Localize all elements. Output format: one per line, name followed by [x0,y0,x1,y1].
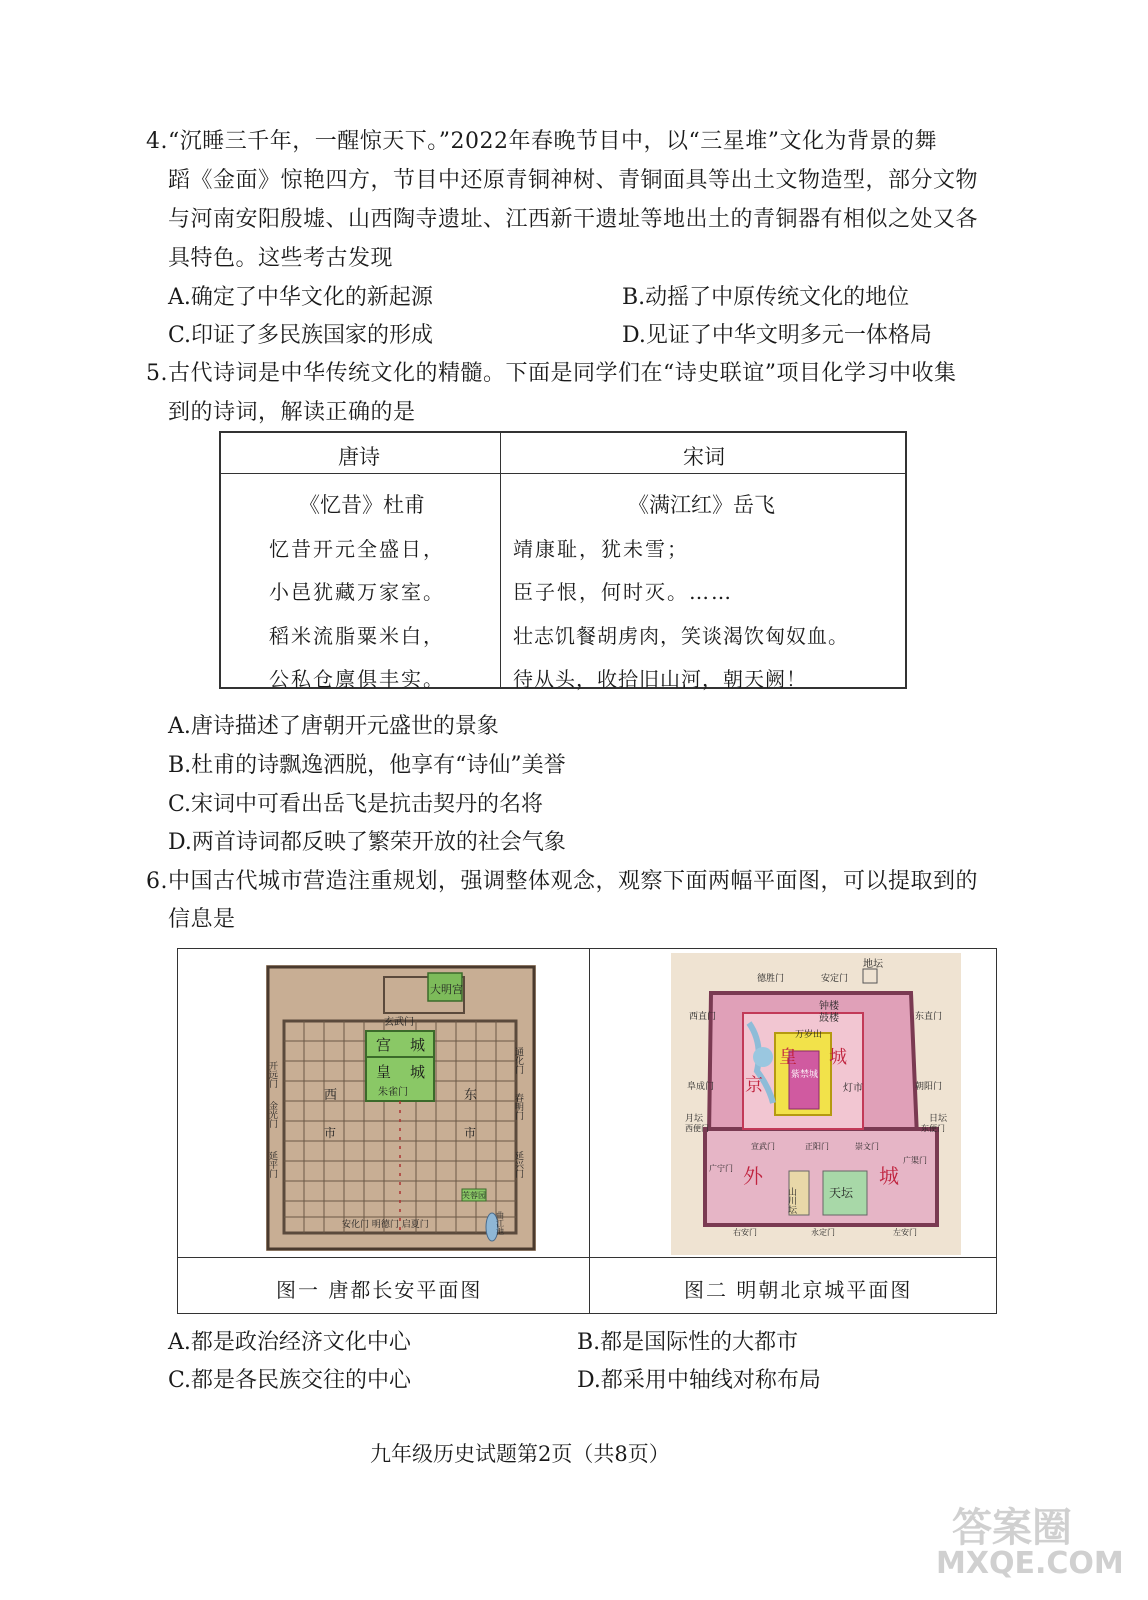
left-poem-line-1: 忆昔开元全盛日， [269,537,445,561]
poem-table [219,431,907,689]
table-column-divider [500,433,501,687]
furong-garden-label: 芙蓉园 [462,1191,486,1200]
left-poem-line-2: 小邑犹藏万家室。 [269,580,445,604]
west-market-char-2: 市 [324,1126,337,1140]
zuoan-gate-label: 左安门 [893,1228,917,1237]
xibian-gate-label: 西便门 [685,1124,709,1133]
dengshi-label: 灯市 [843,1083,863,1094]
tonghua-gate-label: 通化门 [513,1047,523,1074]
right-poem-line-4: 待从头，收拾旧山河，朝天阙！ [513,667,807,691]
q5-option-b: B.杜甫的诗飘逸洒脱，他享有“诗仙”美誉 [168,753,566,778]
q4-line-3: 与河南安阳殷墟、山西陶寺遗址、江西新干遗址等地出土的青铜器有相似之处又各 [168,207,979,232]
cheng-char-outer: 城 [879,1164,899,1188]
map-table [177,948,997,1314]
ritan-label: 日坛 [929,1114,948,1124]
east-market-char-1: 东 [464,1088,478,1103]
lake [753,1047,773,1067]
q4-line-1: 4.“沉睡三千年，一醒惊天下。”2022年春晚节目中，以“三星堆”文化为背景的舞 [146,129,937,154]
q5-option-d: D.两首诗词都反映了繁荣开放的社会气象 [168,830,566,855]
header-tang-poem: 唐诗 [338,445,380,469]
zhengyang-gate-label: 正阳门 [805,1142,829,1151]
fucheng-gate-label: 阜成门 [687,1082,715,1092]
q5-option-c: C.宋词中可看出岳飞是抗击契丹的名将 [168,792,544,817]
watermark-url: MXQE.COM [936,1546,1124,1581]
south-gates-label: 安化门 明德门 启夏门 [342,1220,429,1230]
chunming-gate-label: 春明门 [513,1093,523,1120]
q6-option-c: C.都是各民族交往的中心 [168,1368,412,1393]
jinguang-gate-label: 金光门 [267,1101,277,1128]
bell-tower-label: 钟楼 [819,1001,839,1012]
imperial-city-char-2: 城 [410,1063,426,1081]
qujiang-pond-label: 曲江池 [495,1211,505,1235]
watermark-logo: 答案圈 [952,1505,1072,1551]
youan-gate-label: 右安门 [733,1228,757,1237]
yanping-gate-label: 延平门 [267,1151,277,1178]
q4-line-2: 蹈《金面》惊艳四方，节目中还原青铜神树、青铜面具等出土文物造型，部分文物 [168,168,979,193]
q5-option-a: A.唐诗描述了唐朝开元盛世的景象 [168,714,499,739]
map2-caption: 图二 明朝北京城平面图 [684,1278,913,1302]
q4-line-4: 具特色。这些考古发现 [168,246,394,271]
forbidden-city-label: 紫禁城 [791,1070,819,1080]
right-poem-line-1: 靖康耻，犹未雪； [513,537,689,561]
tiantan-label: 天坛 [829,1186,854,1200]
xuanwu-gate-label: 玄武门 [384,1017,414,1028]
palace-city-char-1: 宫 [376,1036,392,1054]
cheng-char-imperial: 城 [829,1047,847,1068]
drum-tower-label: 鼓楼 [819,1013,839,1024]
header-song-ci: 宋词 [683,445,725,469]
dongbian-gate-label: 东便门 [921,1124,945,1133]
right-poem-line-2: 臣子恨，何时灭。…… [513,580,733,604]
huang-char: 皇 [779,1047,797,1068]
desheng-gate-label: 德胜门 [757,974,785,984]
chaoyang-gate-label: 朝阳门 [915,1082,943,1092]
dongzhi-gate-label: 东直门 [915,1012,943,1022]
beijing-map [671,953,961,1255]
q4-option-a: A.确定了中华文化的新起源 [168,285,433,310]
yongding-gate-label: 永定门 [811,1228,835,1237]
q5-line-2: 到的诗词，解读正确的是 [168,400,416,425]
imperial-city-char-1: 皇 [376,1063,392,1081]
q6-option-d: D.都采用中轴线对称布局 [577,1368,821,1393]
map-caption-divider [178,1257,996,1258]
shanchuan-altar-label: 山川坛 [786,1187,796,1214]
east-market-char-2: 市 [464,1126,477,1140]
west-market-char-1: 西 [324,1088,338,1103]
right-poem-line-3: 壮志饥餐胡虏肉，笑谈渴饮匈奴血。 [513,624,849,648]
q4-option-d: D.见证了中华文明多元一体格局 [622,323,932,348]
left-poem-line-3: 稻米流脂粟米白， [269,624,445,648]
chongwen-gate-label: 崇文门 [855,1142,879,1151]
ditan-label: 地坛 [863,959,883,970]
palace-city-char-2: 城 [410,1036,426,1054]
q6-option-b: B.都是国际性的大都市 [577,1330,799,1355]
left-poem-line-4: 公私仓廪俱丰实。 [269,667,445,691]
yuetan-label: 月坛 [685,1114,704,1124]
zhuque-gate-label: 朱雀门 [378,1087,408,1098]
table-header-divider [221,473,905,474]
left-poem-title: 《忆昔》杜甫 [299,493,425,517]
kaiyuan-gate-label: 开远门 [267,1061,277,1088]
jing-char: 京 [745,1075,763,1096]
q4-option-b: B.动摇了中原传统文化的地位 [622,285,910,310]
guangqu-gate-label: 广渠门 [903,1156,927,1165]
xizhi-gate-label: 西直门 [689,1012,717,1022]
right-poem-title: 《满江红》岳飞 [628,493,775,517]
anding-gate-label: 安定门 [821,974,849,984]
page-footer: 九年级历史试题第2页（共8页） [370,1442,670,1466]
xuanwu-gate-label-beijing: 宣武门 [751,1142,775,1151]
yanxing-gate-label: 延兴门 [513,1151,523,1178]
map-column-divider [589,949,590,1313]
guangning-gate-label: 广宁门 [709,1164,733,1173]
q6-line-1: 6.中国古代城市营造注重规划，强调整体观念，观察下面两幅平面图，可以提取到的 [146,869,978,894]
wansui-hill-label: 万岁山 [795,1030,823,1040]
q6-line-2: 信息是 [168,907,236,932]
daming-palace-label: 大明宫 [430,983,463,996]
map1-caption: 图一 唐都长安平面图 [276,1278,483,1302]
q6-option-a: A.都是政治经济文化中心 [168,1330,411,1355]
changan-map [266,965,536,1251]
q4-option-c: C.印证了多民族国家的形成 [168,323,434,348]
q5-line-1: 5.古代诗词是中华传统文化的精髓。下面是同学们在“诗史联谊”项目化学习中收集 [146,361,957,386]
wai-char: 外 [743,1164,763,1188]
